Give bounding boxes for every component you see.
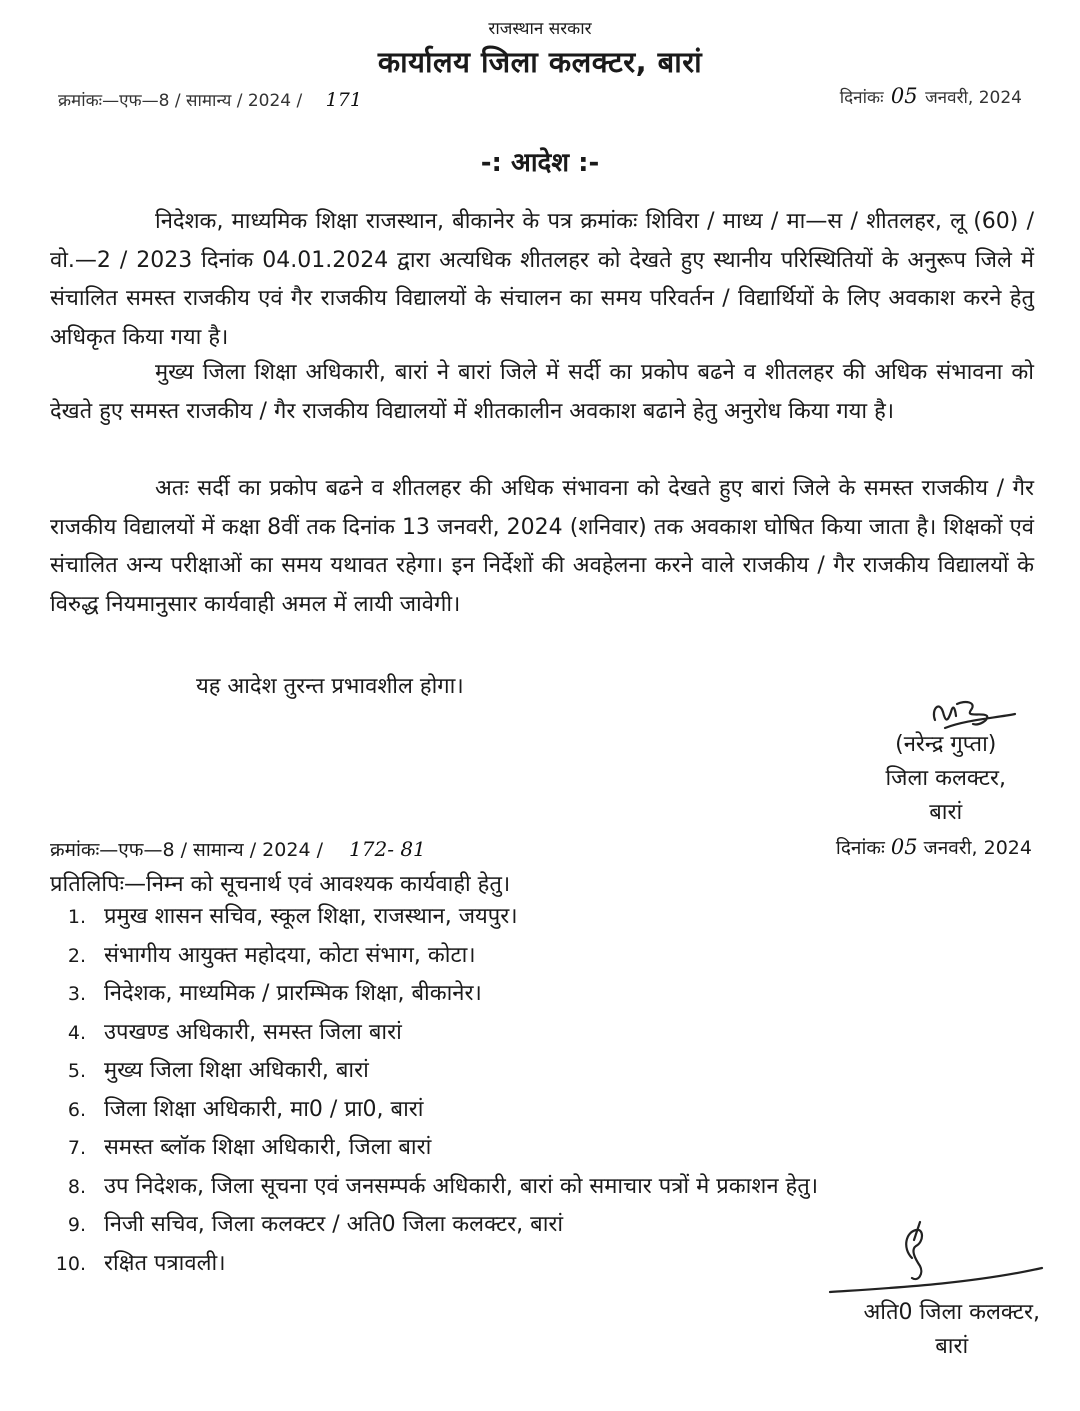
paragraph-order: अतः सर्दी का प्रकोप बढने व शीतलहर की अधिक संभावना को देखते हुए बारां जिले के समस्त राजकीय / गैर राजकीय विद्यालयों में कक्षा 8वीं तक दिनांक 13 जनवरी, 2024 (शनिवार) तक अवकाश घोषित किया जाता है। शिक्षकों एवं संचालित अन्य परीक्षाओं का समय यथावत रहेगा। इन निर्देशों की अवहेलना करने वाले राजकीय / गैर राजकीय विद्यालयों के विरुद्ध नियमानुसार कार्यवाही अमल में लायी जावेगी। bbox=[50, 476, 1034, 617]
copy-reference bbox=[50, 836, 426, 862]
copy-date-day: 05 bbox=[890, 835, 918, 859]
paragraph-effective: यह आदेश तुरन्त प्रभावशील होगा। bbox=[196, 674, 464, 699]
copy-date bbox=[836, 834, 1032, 860]
list-item-number: 8. bbox=[67, 1175, 86, 1198]
copy-ref-prefix: क्रमांकः—एफ—8 / सामान्य / 2024 / bbox=[50, 839, 323, 861]
list-item-text: रक्षित पत्रावली। bbox=[104, 1250, 226, 1276]
list-item bbox=[40, 1206, 818, 1245]
list-item-number: 1. bbox=[67, 906, 86, 928]
list-item-number: 7. bbox=[67, 1137, 86, 1159]
paragraph-directive: निदेशक, माध्यमिक शिक्षा राजस्थान, बीकानेर के पत्र क्रमांकः शिविरा / माध्य / मा—स / शीतलहर, लू (60) / वो.—2 / 2023 दिनांक 04.01.2024 द्वारा अत्यधिक शीतलहर को देखते हुए स्थानीय परिस्थितियों के अनुरूप जिले में संचालित समस्त राजकीय एवं गैर राजकीय विद्यालयों के संचालन का समय परिवर्तन / विद्यार्थियों के लिए अवकाश करने हेतु अधिकृत किया गया है। bbox=[50, 209, 1034, 350]
additional-collector-signature-icon bbox=[820, 1218, 1045, 1298]
order-date-rest: जनवरी, 2024 bbox=[925, 88, 1022, 108]
copy-intro: प्रतिलिपिः—निम्न को सूचनार्थ एवं आवश्यक कार्यवाही हेतु। bbox=[50, 872, 511, 897]
list-item bbox=[40, 1245, 818, 1284]
office-title: कार्यालय जिला कलक्टर, बारां bbox=[377, 45, 703, 79]
order-date bbox=[840, 84, 1022, 108]
list-item-number: 4. bbox=[67, 1021, 86, 1044]
government-name: राजस्थान सरकार bbox=[488, 19, 592, 39]
list-item-text: उप निदेशक, जिला सूचना एवं जनसम्पर्क अधिकारी, बारां को समाचार पत्रों मे प्रकाशन हेतु। bbox=[104, 1173, 819, 1199]
copy-date-label: दिनांकः bbox=[835, 837, 885, 859]
list-item bbox=[40, 898, 818, 937]
list-item-number: 9. bbox=[67, 1214, 86, 1236]
order-reference bbox=[58, 88, 362, 111]
order-ref-number: 171 bbox=[325, 89, 362, 111]
list-item bbox=[40, 937, 818, 976]
order-heading: -: आदेश :- bbox=[480, 148, 600, 178]
order-date-label: दिनांकः bbox=[839, 88, 884, 108]
list-item bbox=[40, 975, 818, 1014]
list-item-text: समस्त ब्लॉक शिक्षा अधिकारी, जिला बारां bbox=[104, 1135, 432, 1160]
additional-collector-signature-block bbox=[863, 1296, 1040, 1364]
list-item-text: प्रमुख शासन सचिव, स्कूल शिक्षा, राजस्थान, जयपुर। bbox=[104, 904, 518, 929]
collector-place: बारां bbox=[929, 800, 963, 825]
list-item-number: 5. bbox=[67, 1060, 86, 1082]
additional-collector-place: बारां bbox=[935, 1334, 969, 1359]
list-item-text: निदेशक, माध्यमिक / प्रारम्भिक शिक्षा, बीकानेर। bbox=[104, 981, 482, 1006]
list-item-number: 10. bbox=[55, 1252, 86, 1275]
collector-designation: जिला कलक्टर, bbox=[885, 766, 1006, 791]
collector-name: (नरेन्द्र गुप्ता) bbox=[895, 732, 997, 757]
paragraph-request: मुख्य जिला शिक्षा अधिकारी, बारां ने बारां जिले में सर्दी का प्रकोप बढने व शीतलहर की अधिक संभावना को देखते हुए समस्त राजकीय / गैर राजकीय विद्यालयों में शीतकालीन अवकाश बढाने हेतु अनुरोध किया गया है। bbox=[50, 360, 1034, 424]
order-ref-prefix: क्रमांकः—एफ—8 / सामान्य / 2024 / bbox=[58, 91, 303, 111]
list-item-number: 6. bbox=[67, 1098, 86, 1121]
list-item-number: 3. bbox=[67, 983, 86, 1005]
list-item bbox=[40, 1014, 818, 1053]
list-item bbox=[40, 1129, 818, 1168]
list-item-text: उपखण्ड अधिकारी, समस्त जिला बारां bbox=[104, 1019, 402, 1045]
list-item bbox=[40, 1168, 818, 1207]
list-item-text: निजी सचिव, जिला कलक्टर / अति0 जिला कलक्टर, बारां bbox=[104, 1212, 564, 1237]
list-item-text: जिला शिक्षा अधिकारी, मा0 / प्रा0, बारां bbox=[104, 1096, 424, 1122]
list-item bbox=[40, 1052, 818, 1091]
order-date-day: 05 bbox=[890, 84, 918, 108]
list-item-text: मुख्य जिला शिक्षा अधिकारी, बारां bbox=[104, 1058, 369, 1083]
collector-signature-block bbox=[885, 728, 1006, 830]
copy-ref-numbers: 172- 81 bbox=[349, 837, 426, 861]
list-item bbox=[40, 1091, 818, 1130]
copy-date-rest: जनवरी, 2024 bbox=[923, 837, 1032, 859]
recipient-list bbox=[40, 898, 818, 1283]
list-item-text: संभागीय आयुक्त महोदया, कोटा संभाग, कोटा। bbox=[104, 942, 476, 968]
list-item-number: 2. bbox=[67, 944, 86, 967]
additional-collector-designation: अति0 जिला कलक्टर, bbox=[863, 1300, 1040, 1325]
